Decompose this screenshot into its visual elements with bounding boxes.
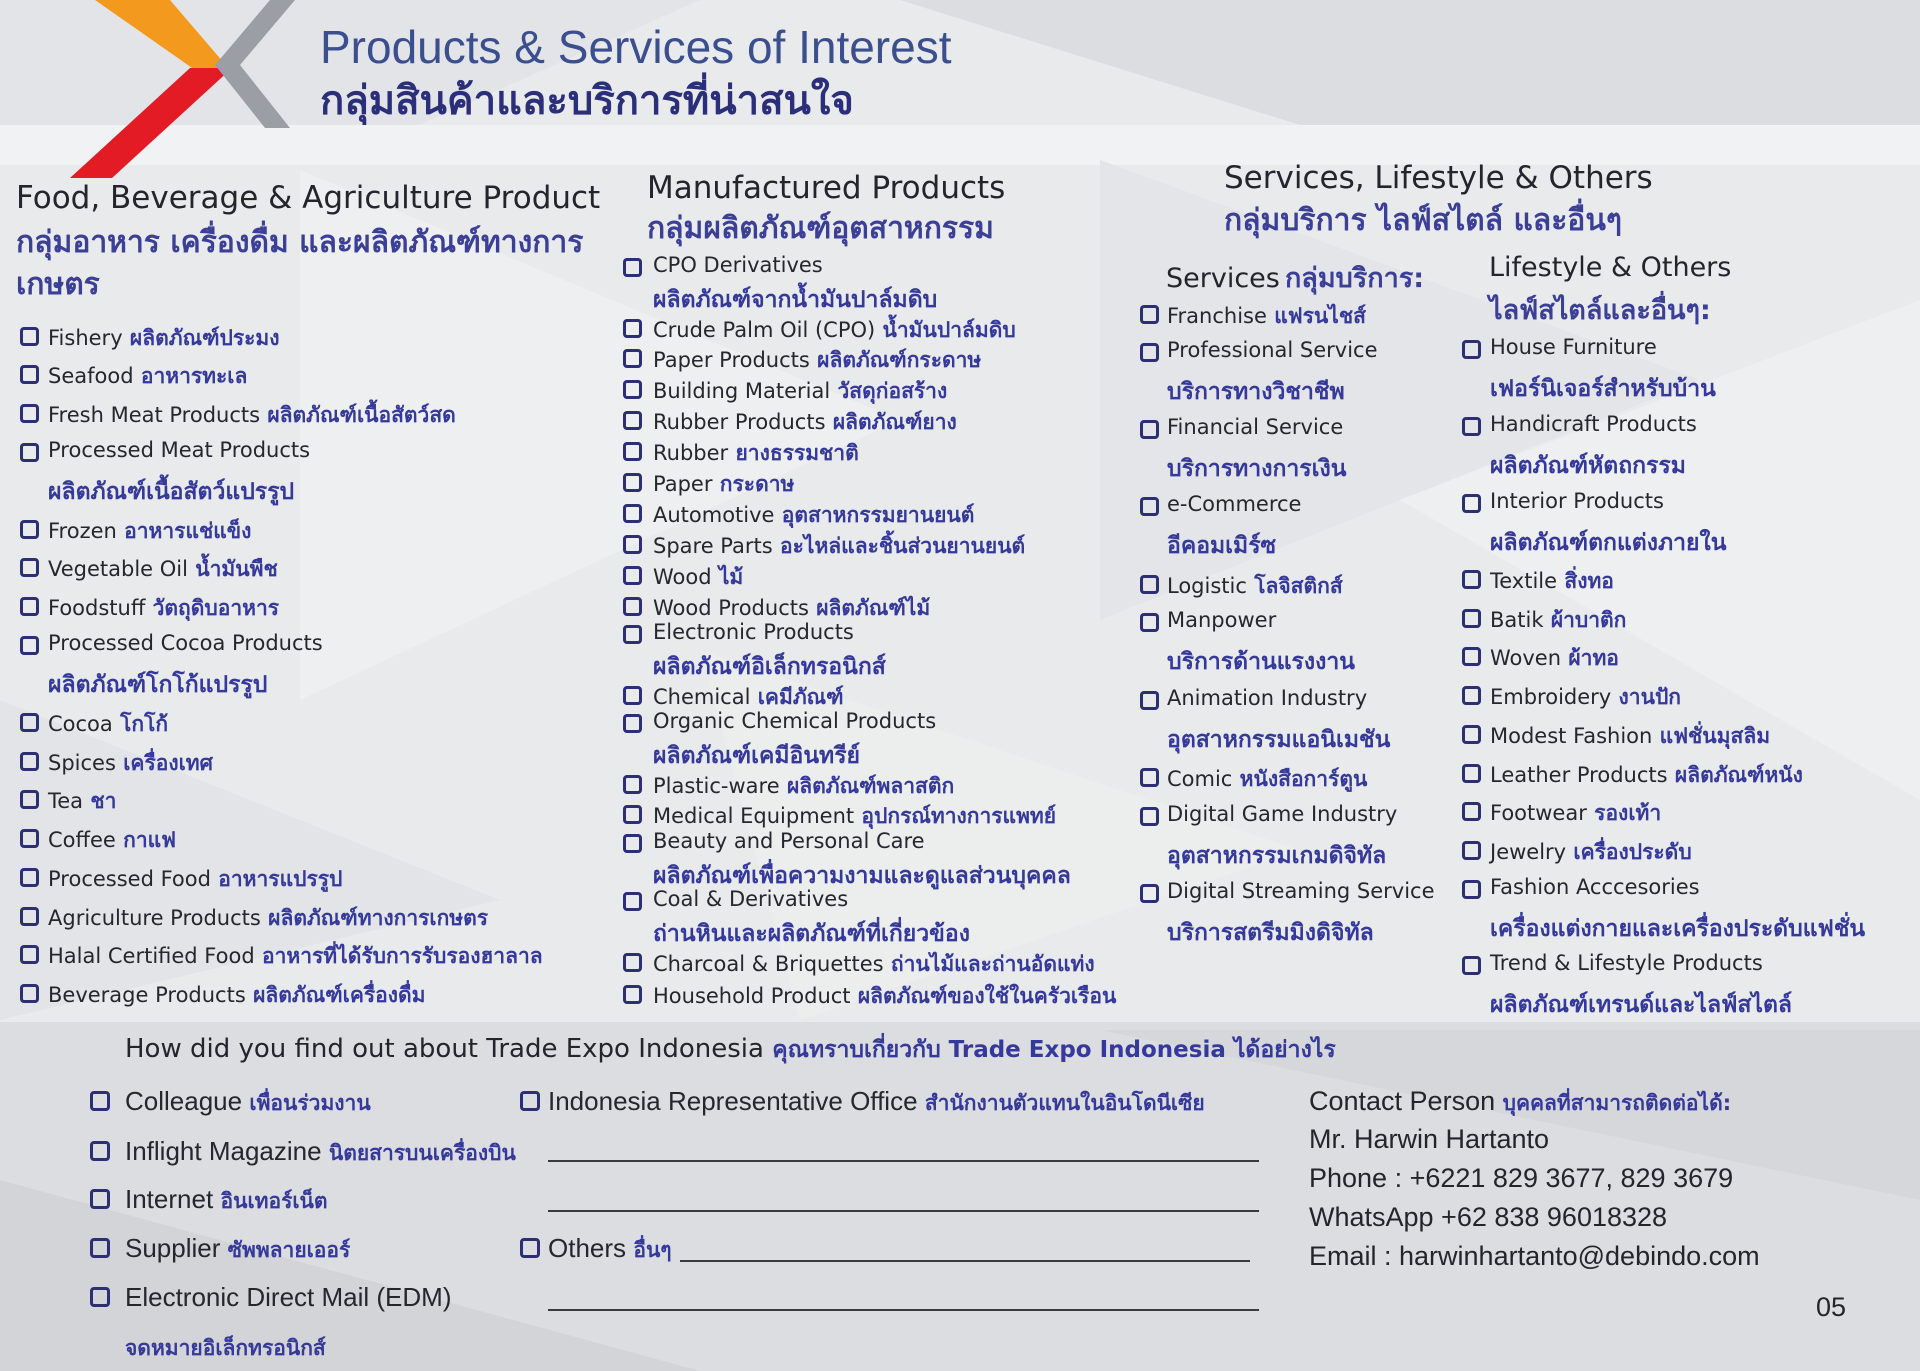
checklist-item[interactable] (48, 824, 176, 857)
checklist-item[interactable] (653, 980, 1116, 1013)
item-label: Seafood (48, 364, 134, 388)
checklist-item[interactable] (1167, 338, 1378, 362)
checkbox[interactable] (20, 365, 39, 384)
checkbox[interactable] (20, 713, 39, 732)
checkbox[interactable] (623, 504, 642, 523)
item-label: Tea (48, 789, 84, 813)
item-label: Supplier (125, 1233, 221, 1263)
item-label-thai: อีคอมเมิร์ซ (1167, 533, 1277, 559)
checkbox[interactable] (1140, 305, 1159, 324)
checklist-item[interactable] (653, 314, 1016, 347)
checklist-item[interactable] (48, 708, 168, 741)
checklist-item[interactable] (1490, 565, 1614, 598)
item-label-thai: ผลิตภัณฑ์จากน้ำมันปาล์มดิบ (653, 287, 938, 313)
checklist-item[interactable] (653, 887, 848, 911)
checklist-item[interactable] (1167, 415, 1343, 439)
checklist-item[interactable] (1167, 879, 1435, 903)
item-label-thai: งานปัก (1611, 685, 1681, 709)
item-label: Handicraft Products (1490, 412, 1697, 436)
item-label-thai: อินเทอร์เน็ต (213, 1189, 328, 1213)
others-write-line[interactable] (680, 1260, 1250, 1262)
item-label-thai: อื่นๆ (626, 1238, 672, 1262)
checkbox[interactable] (1140, 575, 1159, 594)
item-label: Comic (1167, 767, 1233, 791)
item-label-thai: ผลิตภัณฑ์เครื่องดื่ม (245, 983, 426, 1007)
checkbox[interactable] (623, 380, 642, 399)
item-label: Household Product (653, 984, 851, 1008)
item-label: Leather Products (1490, 763, 1668, 787)
checkbox[interactable] (623, 775, 642, 794)
item-label: Modest Fashion (1490, 724, 1653, 748)
item-label-thai: อาหารแช่แข็ง (116, 519, 252, 543)
checkbox[interactable] (1140, 420, 1159, 439)
checkbox[interactable] (90, 1189, 110, 1209)
item-label: Fresh Meat Products (48, 403, 261, 427)
checkbox[interactable] (20, 520, 39, 539)
item-label-thai: โลจิสติกส์ (1246, 574, 1343, 598)
write-line-4[interactable] (548, 1309, 1259, 1311)
contact-label: Contact Person บุคคลที่สามารถติดต่อได้: (1309, 1086, 1732, 1116)
checkbox[interactable] (623, 953, 642, 972)
item-label: Processed Meat Products (48, 438, 311, 462)
contact-name: Mr. Harwin Hartanto (1309, 1124, 1550, 1154)
item-label-thai: บริการด้านแรงงาน (1167, 649, 1355, 675)
checklist-item[interactable] (48, 979, 426, 1012)
checklist-item[interactable] (653, 530, 1025, 563)
checklist-item[interactable] (653, 948, 1095, 981)
item-label-thai: ผลิตภัณฑ์กระดาษ (809, 348, 982, 372)
checklist-item[interactable] (1167, 570, 1343, 603)
item-label-thai: ผ้าบาติก (1543, 608, 1627, 632)
checkbox[interactable] (623, 411, 642, 430)
checklist-item[interactable] (48, 863, 342, 896)
item-label-thai: ผลิตภัณฑ์ของใช้ในครัวเรือน (850, 984, 1117, 1008)
page-title: Products & Services of Interest (320, 21, 952, 73)
item-label: Coffee (48, 828, 116, 852)
item-label: Fishery (48, 326, 123, 350)
item-label: Halal Certified Food (48, 944, 255, 968)
checklist-item[interactable] (48, 553, 278, 586)
item-label: Paper Products (653, 348, 810, 372)
item-label-thai: โกโก้ (112, 712, 169, 736)
checkbox[interactable] (623, 597, 642, 616)
checkbox[interactable] (20, 443, 39, 462)
checkbox[interactable] (1462, 494, 1481, 513)
item-label-thai: ผลิตภัณฑ์ตกแต่งภายใน (1490, 530, 1727, 556)
item-label: Batik (1490, 608, 1544, 632)
checklist-item[interactable] (1490, 951, 1763, 975)
item-label: Manpower (1167, 608, 1277, 632)
checkbox[interactable] (1462, 686, 1481, 705)
checkbox[interactable] (1462, 841, 1481, 860)
item-label-thai: ผลิตภัณฑ์พลาสติก (779, 774, 955, 798)
survey-question: How did you find out about Trade Expo Indonesia คุณทราบเกี่ยวกับ Trade Expo Indonesia ได้อย่างไร (125, 1034, 1336, 1064)
item-label: Colleague (125, 1086, 243, 1116)
checkbox[interactable] (623, 686, 642, 705)
item-label: Beauty and Personal Care (653, 829, 925, 853)
item-label-thai: เครื่องแต่งกายและเครื่องประดับแฟชั่น (1490, 916, 1866, 942)
item-label: Textile (1490, 569, 1558, 593)
checklist-item[interactable] (1490, 604, 1626, 637)
manufactured-section-title: Manufactured Products (647, 170, 1006, 206)
item-label-thai: แฟรนไชส์ (1266, 304, 1366, 328)
checklist-item[interactable] (48, 322, 280, 355)
checkbox[interactable] (1462, 802, 1481, 821)
checkbox[interactable] (20, 636, 39, 655)
item-label-thai: ถ่านไม้และถ่านอัดแท่ง (883, 952, 1095, 976)
checklist-item[interactable] (125, 1184, 328, 1218)
item-label: Logistic (1167, 574, 1247, 598)
item-label: Internet (125, 1184, 214, 1214)
checkbox[interactable] (20, 597, 39, 616)
item-label-thai: อุตสาหกรรมแอนิเมชัน (1167, 727, 1391, 753)
item-label-thai: อาหารแปรรูป (210, 867, 343, 891)
item-label-thai: ผลิตภัณฑ์หนัง (1667, 763, 1803, 787)
checklist-item[interactable] (653, 770, 954, 803)
checklist-item[interactable] (548, 1086, 1205, 1120)
item-label: e-Commerce (1167, 492, 1302, 516)
item-label: Woven (1490, 646, 1562, 670)
checklist-item[interactable] (48, 438, 310, 462)
item-label: Frozen (48, 519, 117, 543)
checklist-item[interactable] (653, 344, 981, 377)
item-label-thai: ผลิตภัณฑ์อิเล็กทรอนิกส์ (653, 654, 886, 680)
checkbox[interactable] (623, 834, 642, 853)
checkbox[interactable] (90, 1141, 110, 1161)
checkbox[interactable] (623, 442, 642, 461)
item-label-thai: อาหารที่ได้รับการรับรองฮาลาล (254, 944, 543, 968)
checkbox[interactable] (20, 984, 39, 1003)
item-label: Vegetable Oil (48, 557, 188, 581)
food-section-title-thai: กลุ่มอาหาร เครื่องดื่ม และผลิตภัณฑ์ทางการ เกษตร (16, 225, 584, 302)
checklist-item[interactable] (48, 785, 116, 818)
checkbox[interactable] (1462, 725, 1481, 744)
checkbox[interactable] (90, 1091, 110, 1111)
page-number: 05 (1816, 1292, 1847, 1322)
item-label-thai: แฟชั่นมุสลิม (1652, 724, 1771, 748)
services-group-title: Services, Lifestyle & Others (1224, 160, 1653, 196)
item-label: Paper (653, 472, 713, 496)
item-label: Spare Parts (653, 534, 773, 558)
item-label: Footwear (1490, 801, 1587, 825)
checklist-item[interactable] (48, 360, 247, 393)
checkbox[interactable] (623, 535, 642, 554)
checkbox[interactable] (1462, 956, 1481, 975)
checklist-item[interactable] (1490, 759, 1803, 792)
checklist-item[interactable] (1167, 608, 1276, 632)
checklist-item[interactable] (125, 1282, 452, 1313)
item-label-thai: เคมีภัณฑ์ (750, 685, 844, 709)
checkbox[interactable] (20, 945, 39, 964)
item-label: Animation Industry (1167, 686, 1368, 710)
checklist-item[interactable] (1490, 720, 1770, 753)
item-label: Fashion Acccesories (1490, 875, 1700, 899)
item-label-thai: เพื่อนร่วมงาน (242, 1091, 371, 1115)
checkbox[interactable] (1462, 609, 1481, 628)
checkbox[interactable] (520, 1238, 540, 1258)
checkbox[interactable] (20, 868, 39, 887)
checkbox[interactable] (1140, 613, 1159, 632)
item-label-thai: ชา (83, 789, 117, 813)
checklist-item[interactable] (1490, 875, 1700, 899)
item-label: Crude Palm Oil (CPO) (653, 318, 876, 342)
checklist-item[interactable] (653, 253, 823, 277)
item-label-thai: ผลิตภัณฑ์เพื่อความงามและดูแลส่วนบุคคล (653, 863, 1071, 889)
checklist-item[interactable] (1167, 763, 1367, 796)
checklist-item[interactable] (653, 468, 794, 501)
item-label-thai: น้ำมันปาล์มดิบ (875, 318, 1016, 342)
item-label: Inflight Magazine (125, 1136, 322, 1166)
checkbox[interactable] (623, 349, 642, 368)
checklist-item[interactable] (1167, 802, 1397, 826)
item-label: Foodstuff (48, 596, 146, 620)
checklist-item[interactable] (48, 940, 543, 973)
contact-email: Email : harwinhartanto@debindo.com (1309, 1241, 1760, 1271)
checklist-item[interactable] (48, 515, 251, 548)
checklist-item[interactable] (653, 620, 854, 644)
checklist-item[interactable] (653, 561, 743, 594)
checkbox[interactable] (623, 985, 642, 1004)
item-label: Automotive (653, 503, 775, 527)
item-label-thai: อุตสาหกรรมเกมดิจิทัล (1167, 843, 1387, 869)
checklist-item[interactable] (653, 499, 974, 532)
item-label-thai: ผลิตภัณฑ์เคมีอินทรีย์ (653, 743, 861, 769)
checkbox[interactable] (1462, 647, 1481, 666)
item-label: Cocoa (48, 712, 113, 736)
item-label-thai: วัสดุก่อสร้าง (830, 379, 948, 403)
checklist-item[interactable] (125, 1086, 371, 1120)
item-label: Embroidery (1490, 685, 1612, 709)
item-label: Financial Service (1167, 415, 1344, 439)
checkbox[interactable] (1140, 343, 1159, 362)
checkbox[interactable] (1462, 764, 1481, 783)
checkbox[interactable] (1140, 768, 1159, 787)
checklist-item[interactable] (653, 829, 925, 853)
item-label-thai: อะไหล่และชิ้นส่วนยานยนต์ (772, 534, 1026, 558)
item-label: Wood Products (653, 596, 809, 620)
checklist-item[interactable] (653, 437, 859, 470)
checkbox[interactable] (623, 714, 642, 733)
checklist-item[interactable] (48, 902, 488, 935)
item-label-thai: ผลิตภัณฑ์ทางการเกษตร (260, 906, 489, 930)
item-label: Digital Game Industry (1167, 802, 1398, 826)
item-label: Others (548, 1233, 627, 1263)
page-title-thai: กลุ่มสินค้าและบริการที่น่าสนใจ (320, 78, 854, 124)
item-label-thai: ผลิตภัณฑ์เนื้อสัตว์สด (260, 403, 456, 427)
item-label: Organic Chemical Products (653, 709, 937, 733)
services-subtitle: Services กลุ่มบริการ: (1166, 263, 1425, 294)
checklist-item[interactable] (1167, 300, 1366, 333)
item-label-thai: อุปกรณ์ทางการแพทย์ (854, 804, 1057, 828)
checkbox[interactable] (623, 566, 642, 585)
checkbox[interactable] (623, 625, 642, 644)
checkbox[interactable] (1462, 880, 1481, 899)
item-label: Chemical (653, 685, 751, 709)
checklist-item[interactable] (125, 1233, 350, 1267)
checkbox[interactable] (20, 558, 39, 577)
food-section-title: Food, Beverage & Agriculture Product (16, 180, 601, 216)
item-label-thai: อุตสาหกรรมยานยนต์ (774, 503, 975, 527)
item-label-thai: เครื่องเทศ (115, 751, 213, 775)
checklist-item[interactable] (1490, 797, 1661, 830)
item-label: Agriculture Products (48, 906, 261, 930)
checkbox[interactable] (90, 1238, 110, 1258)
item-label: House Furniture (1490, 335, 1657, 359)
item-label: Interior Products (1490, 489, 1664, 513)
item-label-thai: ผลิตภัณฑ์ประมง (122, 326, 280, 350)
checklist-item[interactable] (653, 709, 936, 733)
item-label-thai: บริการทางการเงิน (1167, 456, 1347, 482)
services-group-title-thai: กลุ่มบริการ ไลฟ์สไตล์ และอื่นๆ (1224, 203, 1622, 238)
item-label-thai: รองเท้า (1586, 801, 1662, 825)
item-label: Indonesia Representative Office (548, 1086, 918, 1116)
item-label-thai: น้ำมันพืช (187, 557, 278, 581)
item-label: Building Material (653, 379, 831, 403)
checklist-item[interactable] (48, 399, 456, 432)
edm-thai-label: จดหมายอิเล็กทรอนิกส์ (125, 1336, 326, 1360)
checkbox[interactable] (1462, 340, 1481, 359)
lifestyle-subtitle: Lifestyle & Others (1489, 252, 1732, 283)
checklist-item[interactable] (653, 406, 957, 439)
item-label: Trend & Lifestyle Products (1490, 951, 1763, 975)
item-label: Coal & Derivatives (653, 887, 849, 911)
checklist-item[interactable] (48, 631, 323, 655)
checkbox[interactable] (1140, 807, 1159, 826)
item-label: Beverage Products (48, 983, 246, 1007)
item-label: Franchise (1167, 304, 1267, 328)
checkbox[interactable] (20, 790, 39, 809)
checklist-item[interactable] (1167, 686, 1367, 710)
checkbox[interactable] (20, 829, 39, 848)
item-label-thai: อาหารทะเล (133, 364, 248, 388)
item-label-thai: เครื่องประดับ (1566, 840, 1692, 864)
contact-whatsapp: WhatsApp +62 838 96018328 (1309, 1202, 1668, 1232)
checklist-item[interactable] (125, 1136, 516, 1170)
item-label-thai: บริการสตรีมมิงดิจิทัล (1167, 920, 1374, 946)
checklist-item[interactable] (1490, 681, 1681, 714)
checkbox[interactable] (623, 258, 642, 277)
item-label: Professional Service (1167, 338, 1378, 362)
checkbox[interactable] (520, 1091, 540, 1111)
item-label-thai: ถ่านหินและผลิตภัณฑ์ที่เกี่ยวข้อง (653, 921, 970, 947)
checklist-item[interactable] (48, 592, 279, 625)
item-label: Electronic Direct Mail (EDM) (125, 1282, 452, 1312)
item-label: Rubber Products (653, 410, 826, 434)
checkbox[interactable] (20, 907, 39, 926)
inflight-write-line[interactable] (548, 1160, 1259, 1162)
checklist-item[interactable] (653, 375, 947, 408)
item-label: Charcoal & Briquettes (653, 952, 884, 976)
item-label-thai: นิตยสารบนเครื่องบิน (321, 1141, 516, 1165)
checkbox[interactable] (1462, 417, 1481, 436)
checkbox[interactable] (623, 473, 642, 492)
checkbox[interactable] (1140, 497, 1159, 516)
checklist-item[interactable] (1490, 642, 1619, 675)
checkbox[interactable] (623, 892, 642, 911)
checklist-item[interactable] (1490, 489, 1664, 513)
item-label-thai: วัตถุดิบอาหาร (145, 596, 280, 620)
item-label: Processed Cocoa Products (48, 631, 323, 655)
item-label: Spices (48, 751, 116, 775)
checklist-item[interactable] (1167, 492, 1301, 516)
item-label-thai: หนังสือการ์ตูน (1232, 767, 1368, 791)
checkbox[interactable] (20, 404, 39, 423)
manufactured-section-title-thai: กลุ่มผลิตภัณฑ์อุตสาหกรรม (647, 211, 994, 246)
lifestyle-subtitle-thai: ไลฟ์สไตล์และอื่นๆ: (1489, 295, 1711, 326)
item-label: Processed Food (48, 867, 211, 891)
item-label: CPO Derivatives (653, 253, 823, 277)
checkbox[interactable] (1140, 884, 1159, 903)
write-line-2[interactable] (548, 1210, 1259, 1212)
item-label: Rubber (653, 441, 729, 465)
item-label-thai: สำนักงานตัวแทนในอินโดนีเซีย (917, 1091, 1205, 1115)
checklist-item[interactable] (548, 1233, 672, 1267)
checklist-item[interactable] (1490, 412, 1697, 436)
item-label-thai: ผลิตภัณฑ์ไม้ (808, 596, 931, 620)
item-label-thai: สิ่งทอ (1557, 569, 1614, 593)
item-label-thai: ผลิตภัณฑ์เทรนด์และไลฟ์สไตล์ (1490, 992, 1792, 1018)
checkbox[interactable] (1140, 691, 1159, 710)
checkbox[interactable] (20, 327, 39, 346)
item-label: Plastic-ware (653, 774, 780, 798)
item-label: Jewelry (1490, 840, 1567, 864)
checklist-item[interactable] (48, 747, 213, 780)
checkbox[interactable] (623, 319, 642, 338)
checkbox[interactable] (20, 752, 39, 771)
item-label: Electronic Products (653, 620, 854, 644)
checkbox[interactable] (623, 805, 642, 824)
item-label-thai: กาแฟ (115, 828, 177, 852)
item-label-thai: ผลิตภัณฑ์โกโก้แปรรูป (48, 672, 268, 698)
item-label-thai: ยางธรรมชาติ (728, 441, 859, 465)
item-label-thai: ซัพพลายเออร์ (220, 1238, 351, 1262)
item-label-thai: เฟอร์นิเจอร์สำหรับบ้าน (1490, 376, 1716, 402)
item-label-thai: ผลิตภัณฑ์ยาง (825, 410, 957, 434)
item-label: Medical Equipment (653, 804, 855, 828)
checkbox[interactable] (90, 1287, 110, 1307)
item-label: Digital Streaming Service (1167, 879, 1435, 903)
checklist-item[interactable] (1490, 335, 1657, 359)
item-label-thai: บริการทางวิชาชีพ (1167, 379, 1345, 405)
item-label-thai: ผ้าทอ (1561, 646, 1619, 670)
item-label-thai: ไม้ (711, 565, 744, 589)
item-label-thai: ผลิตภัณฑ์หัตถกรรม (1490, 453, 1686, 479)
contact-phone: Phone : +6221 829 3677, 829 3679 (1309, 1163, 1734, 1193)
checkbox[interactable] (1462, 570, 1481, 589)
checklist-item[interactable] (1490, 836, 1692, 869)
item-label-thai: ผลิตภัณฑ์เนื้อสัตว์แปรรูป (48, 479, 295, 505)
item-label: Wood (653, 565, 712, 589)
item-label-thai: กระดาษ (712, 472, 795, 496)
